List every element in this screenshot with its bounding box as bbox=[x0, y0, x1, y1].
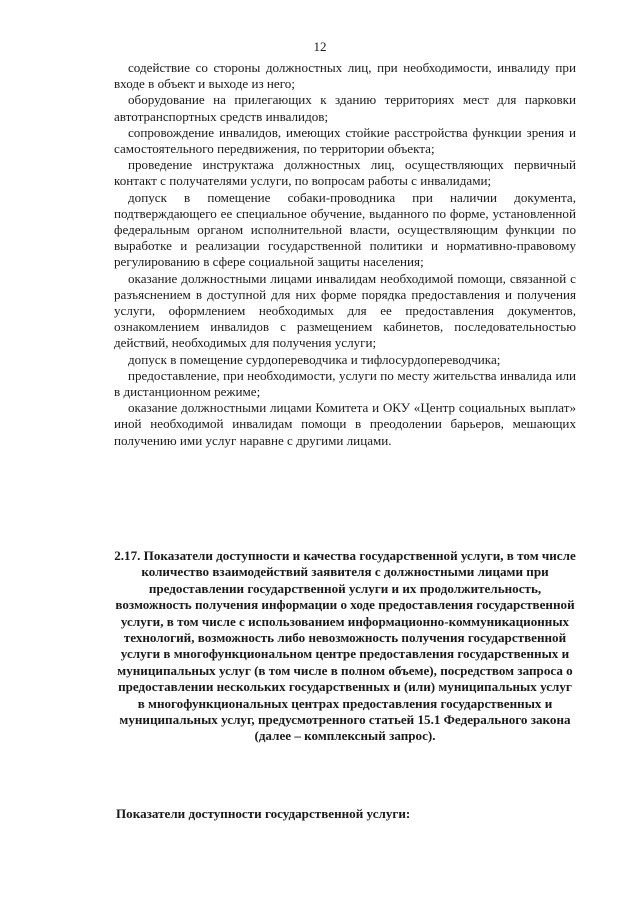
section-heading: 2.17. Показатели доступности и качества государственной услуги, в том числе количество взаимодействий заявителя с должностными лицами при предоставлении государственной услуги и их продолжительность, возможность получения информации о ходе предоставления государственной услуги, в том числе с использованием информационно-коммуникационных технологий, возможность либо невозможность получения государственной услуги в многофункциональном центре предоставления государственных и муниципальных услуг (в том числе в полном объеме), посредством запроса о предоставлении нескольких государственных и (или) муниципальных услуг в многофункциональных центрах предоставления государственных и муниципальных услуг, предусмотренного статьей 15.1 Федерального закона (далее – комплексный запрос). bbox=[114, 548, 576, 744]
paragraph-barrier-help: оказание должностными лицами Комитета и ОКУ «Центр социальных выплат» иной необходимой инвалидам помощи в преодолении барьеров, мешающих получению ими услуг наравне с другими лицами. bbox=[114, 400, 576, 448]
paragraph-escort: сопровождение инвалидов, имеющих стойкие расстройства функции зрения и самостоятельного передвижения, по территории объекта; bbox=[114, 124, 576, 157]
paragraph-staff-briefing: проведение инструктажа должностных лиц, осуществляющих первичный контакт с получателями услуги, по вопросам работы с инвалидами; bbox=[114, 157, 576, 189]
paragraph-remote-service: предоставление, при необходимости, услуги по месту жительства инвалида или в дистанционном режиме; bbox=[114, 367, 576, 400]
subheading: Показатели доступности государственной услуги: bbox=[116, 806, 411, 821]
body-text bbox=[114, 60, 576, 449]
paragraph-guide-dog: допуск в помещение собаки-проводника при наличии документа, подтверждающего ее специальное обучение, выданного по форме, установленной федеральным органом исполнительной власти, осуществляющим функции по выработке и реализации государственной политики и нормативно-правовому регулированию в сфере социальной защиты населения; bbox=[114, 189, 576, 270]
page-number: 12 bbox=[313, 39, 327, 54]
paragraph-sign-interpreter: допуск в помещение сурдопереводчика и тифлосурдопереводчика; bbox=[128, 351, 501, 367]
paragraph-staff-help: оказание должностными лицами инвалидам необходимой помощи, связанной с разъяснением в доступной для них форме порядка предоставления и получения услуги, оформлением необходимых для ее предоставления документов, ознакомлением инвалидов с размещением кабинетов, последовательностью действий, необходимых для получения услуги; bbox=[114, 270, 576, 351]
paragraph-assistance-entry: содействие со стороны должностных лиц, при необходимости, инвалиду при входе в объект и выходе из него; bbox=[114, 60, 576, 92]
paragraph-parking: оборудование на прилегающих к зданию территориях мест для парковки автотранспортных средств инвалидов; bbox=[114, 92, 576, 124]
